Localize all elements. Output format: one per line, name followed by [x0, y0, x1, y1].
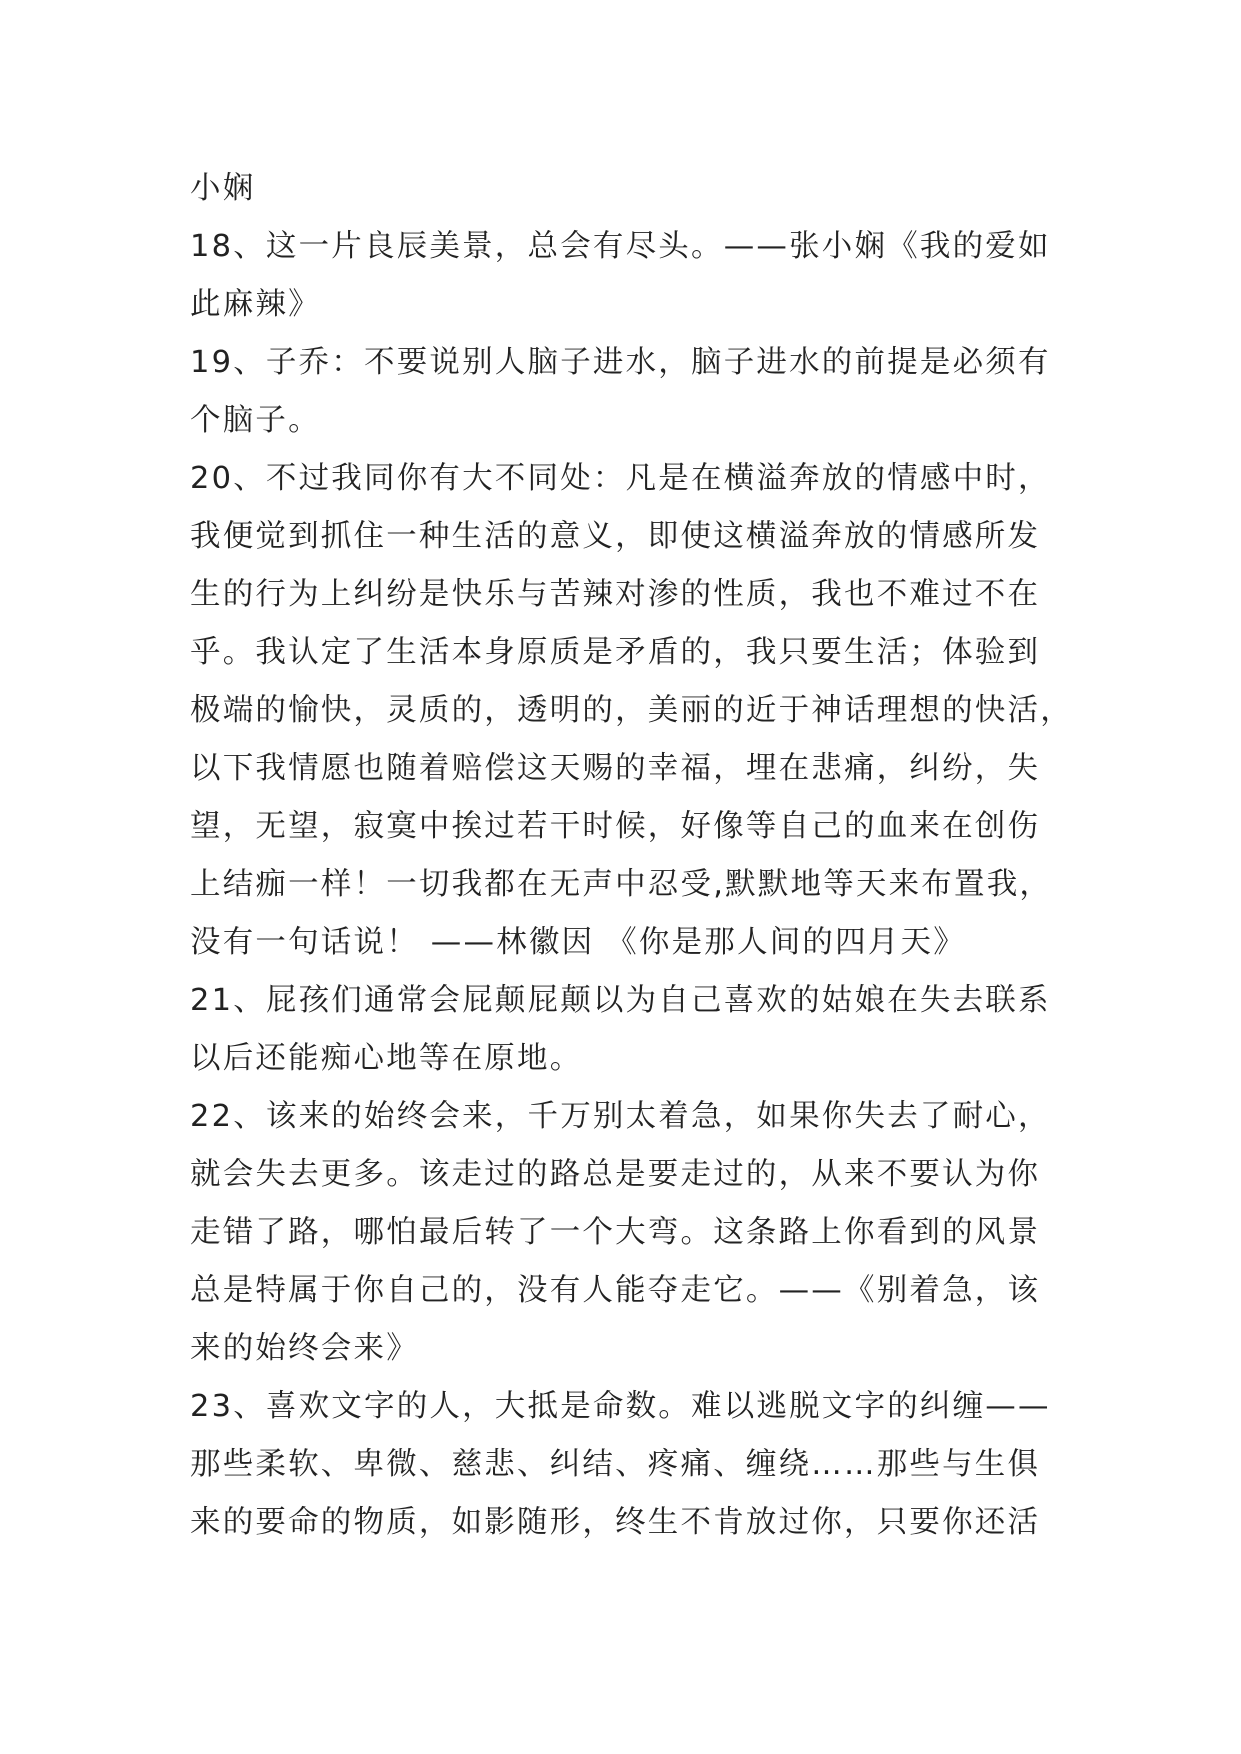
text-line: 以后还能痴心地等在原地。	[190, 1041, 583, 1076]
text-line: 个脑子。	[190, 403, 321, 438]
text-line: 那些柔软、卑微、慈悲、纠结、疼痛、缠绕……那些与生俱	[190, 1447, 1041, 1482]
text-line: 此麻辣》	[190, 287, 321, 322]
text-line: 20、不过我同你有大不同处：凡是在横溢奔放的情感中时，	[190, 461, 1051, 496]
text-line: 走错了路，哪怕最后转了一个大弯。这条路上你看到的风景	[190, 1215, 1041, 1250]
text-line: 乎。我认定了生活本身原质是矛盾的，我只要生活；体验到	[190, 635, 1041, 670]
text-line: 21、屁孩们通常会屁颠屁颠以为自己喜欢的姑娘在失去联系	[190, 983, 1051, 1018]
text-line: 上结痂一样！一切我都在无声中忍受,默默地等天来布置我，	[190, 867, 1053, 902]
text-line: 望，无望，寂寞中挨过若干时候，好像等自己的血来在创伤	[190, 809, 1041, 844]
text-line: 我便觉到抓住一种生活的意义，即使这横溢奔放的情感所发	[190, 519, 1041, 554]
text-line: 就会失去更多。该走过的路总是要走过的，从来不要认为你	[190, 1157, 1041, 1192]
text-line: 来的始终会来》	[190, 1331, 419, 1366]
text-line: 22、该来的始终会来，千万别太着急，如果你失去了耐心，	[190, 1099, 1051, 1134]
text-line: 来的要命的物质，如影随形，终生不肯放过你，只要你还活	[190, 1505, 1041, 1540]
text-line: 总是特属于你自己的，没有人能夺走它。——《别着急，该	[190, 1273, 1041, 1308]
text-line: 没有一句话说！ ——林徽因 《你是那人间的四月天》	[190, 925, 966, 960]
text-line: 生的行为上纠纷是快乐与苦辣对渗的性质，我也不难过不在	[190, 577, 1041, 612]
text-line: 23、喜欢文字的人，大抵是命数。难以逃脱文字的纠缠——	[190, 1389, 1051, 1424]
text-line: 19、子乔：不要说别人脑子进水，脑子进水的前提是必须有	[190, 345, 1051, 380]
text-line: 18、这一片良辰美景，总会有尽头。——张小娴《我的爱如	[190, 229, 1051, 264]
text-line: 小娴	[190, 171, 256, 206]
text-line: 极端的愉快，灵质的，透明的，美丽的近于神话理想的快活，	[190, 693, 1073, 728]
document-body	[190, 160, 1073, 1552]
text-line: 以下我情愿也随着赔偿这天赐的幸福，埋在悲痛，纠纷，失	[190, 751, 1041, 786]
